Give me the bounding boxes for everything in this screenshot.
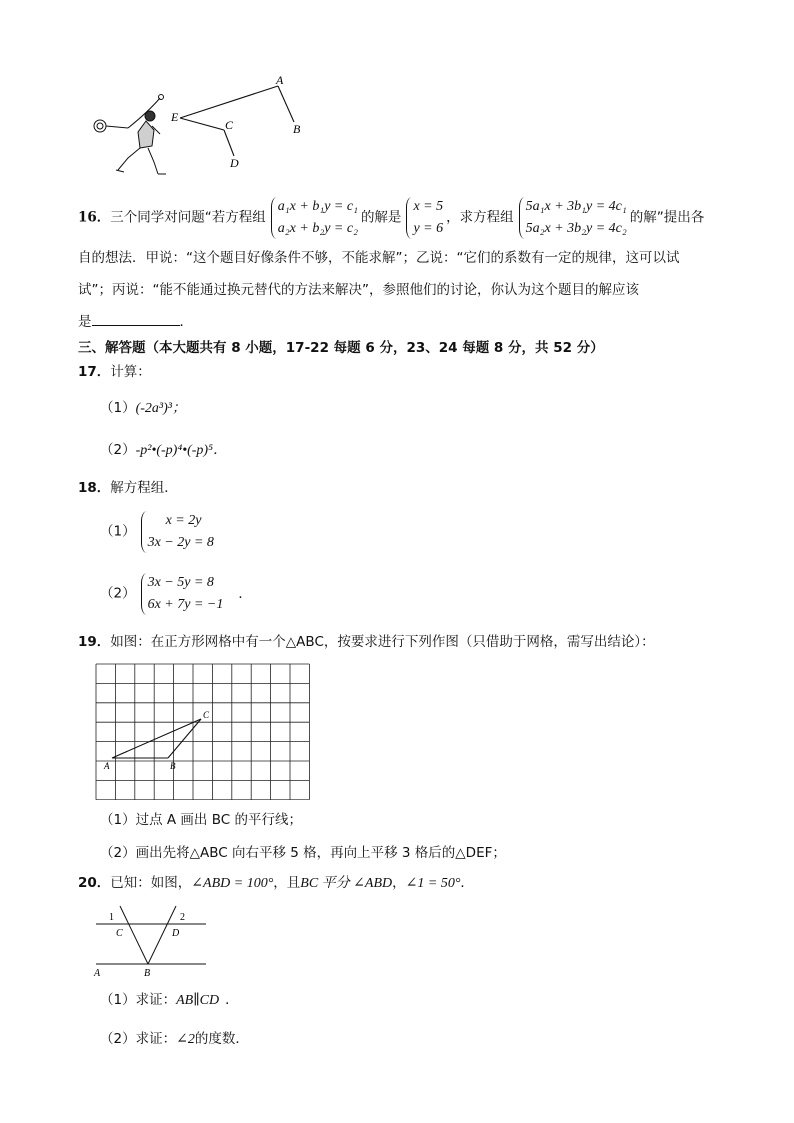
square-grid [96, 664, 309, 800]
q16-text4: 的解”提出各 [629, 209, 705, 226]
q16-sys1-row2: a₂x + b₂y = c₂ [277, 221, 358, 236]
q18-part2 [100, 572, 252, 616]
fig-label-1: 1 [109, 912, 114, 923]
q19-number: 19． [78, 634, 111, 650]
q17-heading [78, 362, 151, 382]
q17-p2-expr: -p²•(-p)⁴•(-p)⁵． [135, 443, 227, 458]
q16-line1 [78, 196, 704, 240]
q20-cond1: ∠ABD = 100° [191, 876, 274, 891]
q16-answer-blank[interactable] [92, 311, 180, 326]
q16-solution [404, 196, 443, 240]
q20-cond3: ∠1 = 50° [405, 876, 461, 891]
q16-sys1-row1: a₁x + b₁y = c₁ [277, 199, 358, 214]
q18-p1-label: （1） [100, 523, 136, 540]
q19-part1: （1）过点 A 画出 BC 的平行线； [100, 812, 302, 828]
q20-figure [90, 904, 214, 980]
q16-line3: 试”；丙说：“能不能通过换元替代的方法来解决”，参照他们的讨论，你认为这个题目的解应该 [78, 282, 639, 298]
q16-sys2-row1: 5a₁x + 3b₁y = 4c₁ [525, 199, 627, 214]
q20-part1 [100, 990, 239, 1011]
q18-p2-row1: 3x − 5y = 8 [147, 575, 214, 590]
q20-text1: 已知：如图， [110, 875, 192, 891]
q20-p1-label: （1）求证： [100, 992, 177, 1008]
q18-title: 解方程组． [110, 480, 178, 496]
fig-label-b: B [144, 968, 151, 979]
q20-text2: ，且 [273, 875, 301, 891]
q16-line4 [78, 311, 193, 332]
q16-system2 [517, 196, 627, 240]
q16-text3: ，求方程组 [446, 209, 514, 226]
q20-heading [78, 873, 474, 894]
q19-heading [78, 632, 655, 652]
q16-system1 [269, 196, 358, 240]
q18-p2-system [139, 572, 224, 616]
q18-p1-system [139, 510, 214, 554]
q16-sys2-row2: 5a₂x + 3b₂y = 4c₂ [525, 221, 627, 236]
q17-p1-label: （1） [100, 400, 136, 416]
q20-text3: ， [392, 875, 406, 891]
q18-p1-row1: x = 2y [165, 513, 202, 528]
q16-text1: 三个同学对问题“若方程组 [110, 209, 266, 226]
q17-number: 17． [78, 364, 111, 380]
q20-cond2: BC 平分 ∠ABD [300, 876, 393, 891]
line-bc [120, 906, 148, 964]
q18-p2-label: （2） [100, 585, 136, 602]
q20-number: 20． [78, 875, 111, 891]
q20-p1-expr: AB∥CD [176, 993, 220, 1008]
q17-p2-label: （2） [100, 442, 136, 458]
q16-text2: 的解是 [360, 209, 402, 226]
q20-p1-end: ． [225, 992, 239, 1008]
q16-sol-row2: y = 6 [413, 221, 444, 236]
label-c: C [225, 118, 234, 132]
fig-label-d: D [172, 928, 180, 939]
triangle-side-bc [168, 719, 201, 758]
q16-line4-prefix: 是 [78, 314, 92, 330]
q20-part2 [100, 1029, 249, 1050]
fig-label-c: C [116, 928, 123, 939]
triangle-side-ac [112, 719, 201, 758]
q20-text4: ． [460, 875, 474, 891]
q20-p2-end: 的度数． [194, 1031, 249, 1047]
q19-grid-figure [94, 662, 312, 800]
q19-part2: （2）画出先将△ABC 向右平移 5 格，再向上平移 3 格后的△DEF； [100, 845, 506, 861]
q18-part1 [100, 510, 217, 554]
q17-part1 [100, 398, 186, 419]
q18-number: 18． [78, 480, 111, 496]
label-e: E [171, 110, 179, 124]
q16-line4-suffix: ． [179, 314, 193, 330]
q16-sol-row1: x = 5 [413, 199, 444, 214]
kite-figure [88, 72, 318, 182]
section3-title: 三、解答题（本大题共有 8 小题，17-22 每题 6 分，23、24 每题 8 分，共 52 分） [78, 340, 604, 356]
q18-p2-row2: 6x + 7y = −1 [147, 597, 224, 612]
q17-p1-expr: (-2a³)³； [135, 401, 186, 416]
grid-label-a: A [104, 761, 110, 771]
label-d: D [230, 156, 239, 170]
fig-label-a: A [94, 968, 101, 979]
q17-title: 计算： [110, 364, 151, 380]
label-a: A [276, 73, 284, 87]
q18-p1-row2: 3x − 2y = 8 [147, 535, 214, 550]
q16-line2: 自的想法．甲说：“这个题目好像条件不够，不能求解”；乙说：“它们的系数有一定的规律，这可以试 [78, 250, 680, 266]
q18-p2-end: ． [238, 585, 252, 602]
q20-p2-expr: ∠2 [176, 1032, 195, 1047]
grid-label-c: C [203, 710, 210, 720]
kite-person-illustration [94, 95, 166, 175]
q19-title: 如图：在正方形网格中有一个△ABC，按要求进行下列作图（只借助于网格，需写出结论）： [110, 634, 655, 650]
q18-heading [78, 478, 178, 498]
label-b: B [293, 122, 301, 136]
fig-label-2: 2 [180, 912, 185, 923]
grid-label-b: B [170, 761, 176, 771]
q17-part2 [100, 440, 227, 461]
q20-p2-label: （2）求证： [100, 1031, 177, 1047]
q16-number: 16． [78, 209, 111, 226]
